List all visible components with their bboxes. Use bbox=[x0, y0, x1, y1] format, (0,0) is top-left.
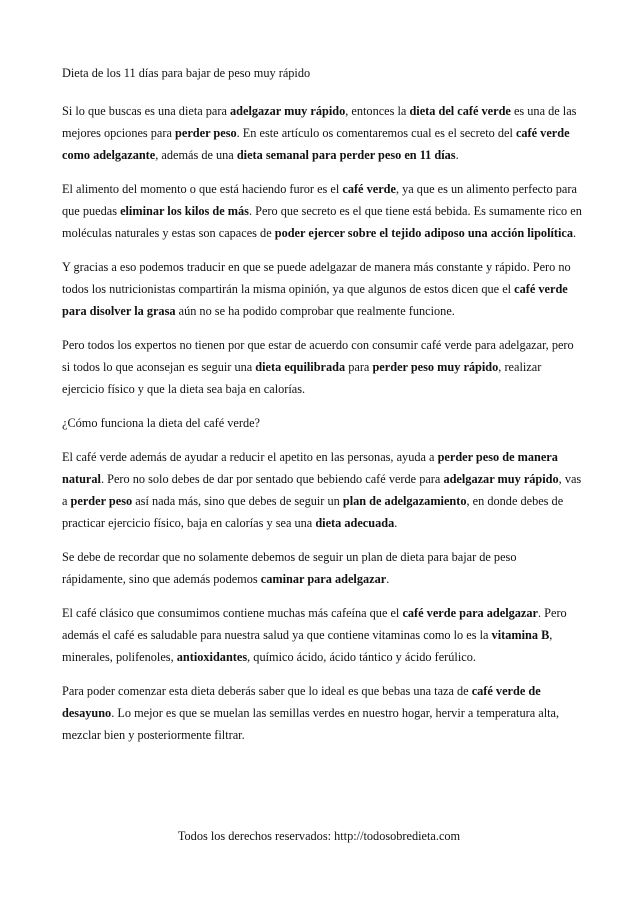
paragraph-1: Si lo que buscas es una dieta para adelgazar muy rápido, entonces la dieta del café verde es una de las mejores opciones para perder peso. En este artículo os comentaremos cual es el secreto del café verde como adelgazante, además de una dieta semanal para perder peso en 11 días. bbox=[62, 104, 577, 162]
paragraph-7: El café clásico que consumimos contiene muchas más cafeína que el café verde para adelgazar. Pero además el café es saludable para nuestra salud ya que contiene vitaminas como lo es la vitamina B, minerales, polifenoles, antioxidantes, químico ácido, ácido tántico y ácido ferúlico. bbox=[62, 606, 567, 664]
paragraph-8: Para poder comenzar esta dieta deberás saber que lo ideal es que bebas una taza de café verde de desayuno. Lo mejor es que se muelan las semillas verdes en nuestro hogar, hervir a temperatura alta, mezclar bien y posteriormente filtrar. bbox=[62, 684, 560, 742]
paragraph-5: El café verde además de ayudar a reducir el apetito en las personas, ayuda a perder peso de manera natural. Pero no solo debes de dar por sentado que bebiendo café verde para adelgazar muy rápido, vas a perder peso así nada más, sino que debes de seguir un plan de adelgazamiento, en donde debes de practicar ejercicio físico, baja en calorías y sea una dieta adecuada. bbox=[62, 450, 582, 530]
section-heading: ¿Cómo funciona la dieta del café verde? bbox=[62, 416, 261, 430]
footer-copyright: Todos los derechos reservados: http://todosobredieta.com bbox=[177, 829, 461, 843]
paragraph-3: Y gracias a eso podemos traducir en que se puede adelgazar de manera más constante y rápido. Pero no todos los nutricionistas compartirán la misma opinión, ya que algunos de estos dicen que el café verde para disolver la grasa aún no se ha podido comprobar que realmente funcione. bbox=[62, 260, 571, 318]
document-body bbox=[62, 62, 582, 758]
paragraph-2: El alimento del momento o que está haciendo furor es el café verde, ya que es un alimento perfecto para que puedas eliminar los kilos de más. Pero que secreto es el que tiene está bebida. Es sumamente rico en moléculas naturales y estas son capaces de poder ejercer sobre el tejido adiposo una acción lipolítica. bbox=[62, 182, 582, 240]
paragraph-4: Pero todos los expertos no tienen por que estar de acuerdo con consumir café verde para adelgazar, pero si todos lo que aconsejan es seguir una dieta equilibrada para perder peso muy rápido, realizar ejercicio físico y que la dieta sea baja en calorías. bbox=[62, 338, 574, 396]
document-title: Dieta de los 11 días para bajar de peso muy rápido bbox=[62, 66, 311, 80]
paragraph-6: Se debe de recordar que no solamente debemos de seguir un plan de dieta para bajar de peso rápidamente, sino que además podemos caminar para adelgazar. bbox=[62, 550, 517, 586]
